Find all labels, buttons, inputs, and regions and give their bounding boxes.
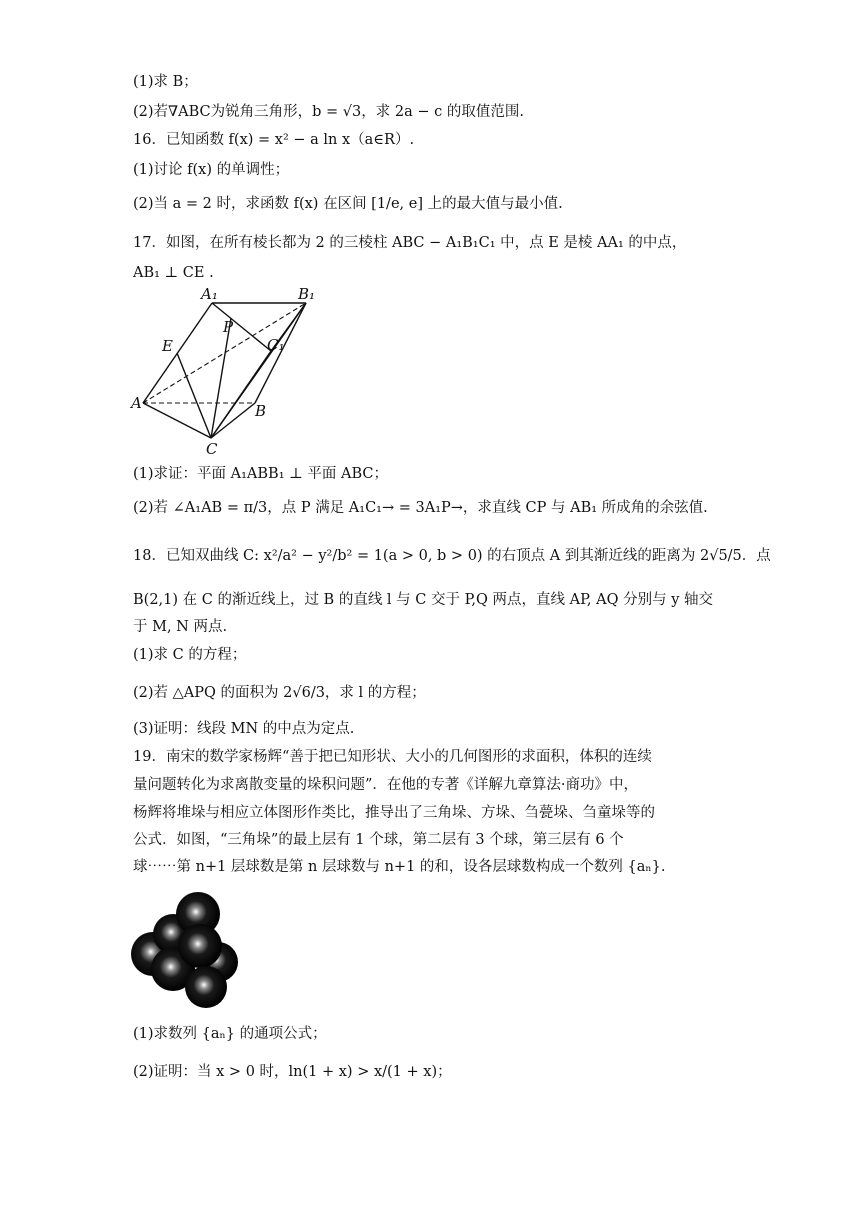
ball-pile-figure: [128, 884, 248, 1014]
label-P: P: [223, 318, 234, 336]
line-13: (1)求 C 的方程；: [133, 647, 247, 663]
line-16: 19．南宋的数学家杨辉“善于把已知形状、大小的几何图形的求面积，体积的连续: [133, 749, 652, 765]
line-7: AB₁ ⊥ CE .: [133, 265, 214, 281]
line-5: (2)当 a = 2 时，求函数 f(x) 在区间 [1/e, e] 上的最大值与最小值.: [133, 196, 563, 212]
line-9: (2)若 ∠A₁AB = π/3，点 P 满足 A₁C₁→ = 3A₁P→，求直线 CP 与 AB₁ 所成角的余弦值.: [133, 500, 708, 516]
prism-figure: [128, 284, 328, 460]
line-21: (1)求数列 {aₙ} 的通项公式；: [133, 1026, 327, 1042]
line-4: (1)讨论 f(x) 的单调性；: [133, 162, 290, 178]
line-15: (3)证明：线段 MN 的中点为定点.: [133, 721, 355, 737]
line-11: B(2,1) 在 C 的渐近线上，过 B 的直线 l 与 C 交于 P,Q 两点，直线 AP, AQ 分别与 y 轴交: [133, 592, 714, 608]
label-B: B: [255, 402, 267, 420]
line-12: 于 M, N 两点.: [133, 619, 228, 635]
label-C: C: [206, 440, 218, 458]
line-6: 17．如图，在所有棱长都为 2 的三棱柱 ABC − A₁B₁C₁ 中，点 E 是棱 AA₁ 的中点，: [133, 235, 687, 251]
line-2: (2)若∇ABC为锐角三角形，b = √3，求 2a − c 的取值范围.: [133, 104, 524, 120]
label-E: E: [162, 337, 173, 355]
line-1: (1)求 B；: [133, 74, 198, 90]
label-C1: C₁: [267, 336, 285, 354]
line-3: 16．已知函数 f(x) = x² − a ln x（a∈R）.: [133, 132, 415, 148]
line-14: (2)若 △APQ 的面积为 2√6/3，求 l 的方程；: [133, 685, 426, 701]
line-19: 公式．如图，“三角垛”的最上层有 1 个球，第二层有 3 个球，第三层有 6 个: [133, 832, 624, 848]
line-17: 量问题转化为求离散变量的垛积问题”．在他的专著《详解九章算法·商功》中，: [133, 777, 639, 793]
line-8: (1)求证：平面 A₁ABB₁ ⊥ 平面 ABC；: [133, 466, 388, 482]
line-20: 球⋯⋯第 n+1 层球数是第 n 层球数与 n+1 的和，设各层球数构成一个数列 {aₙ}.: [133, 859, 666, 875]
label-A1: A₁: [201, 285, 218, 303]
line-22: (2)证明：当 x > 0 时，ln(1 + x) > x/(1 + x)；: [133, 1064, 452, 1080]
line-18: 杨辉将堆垛与相应立体图形作类比，推导出了三角垛、方垛、刍甍垛、刍童垛等的: [133, 805, 655, 821]
line-10: 18．已知双曲线 C: x²/a² − y²/b² = 1(a > 0, b > 0) 的右顶点 A 到其渐近线的距离为 2√5/5．点: [133, 548, 771, 564]
label-B1: B₁: [298, 285, 316, 303]
label-A: A: [131, 394, 142, 412]
